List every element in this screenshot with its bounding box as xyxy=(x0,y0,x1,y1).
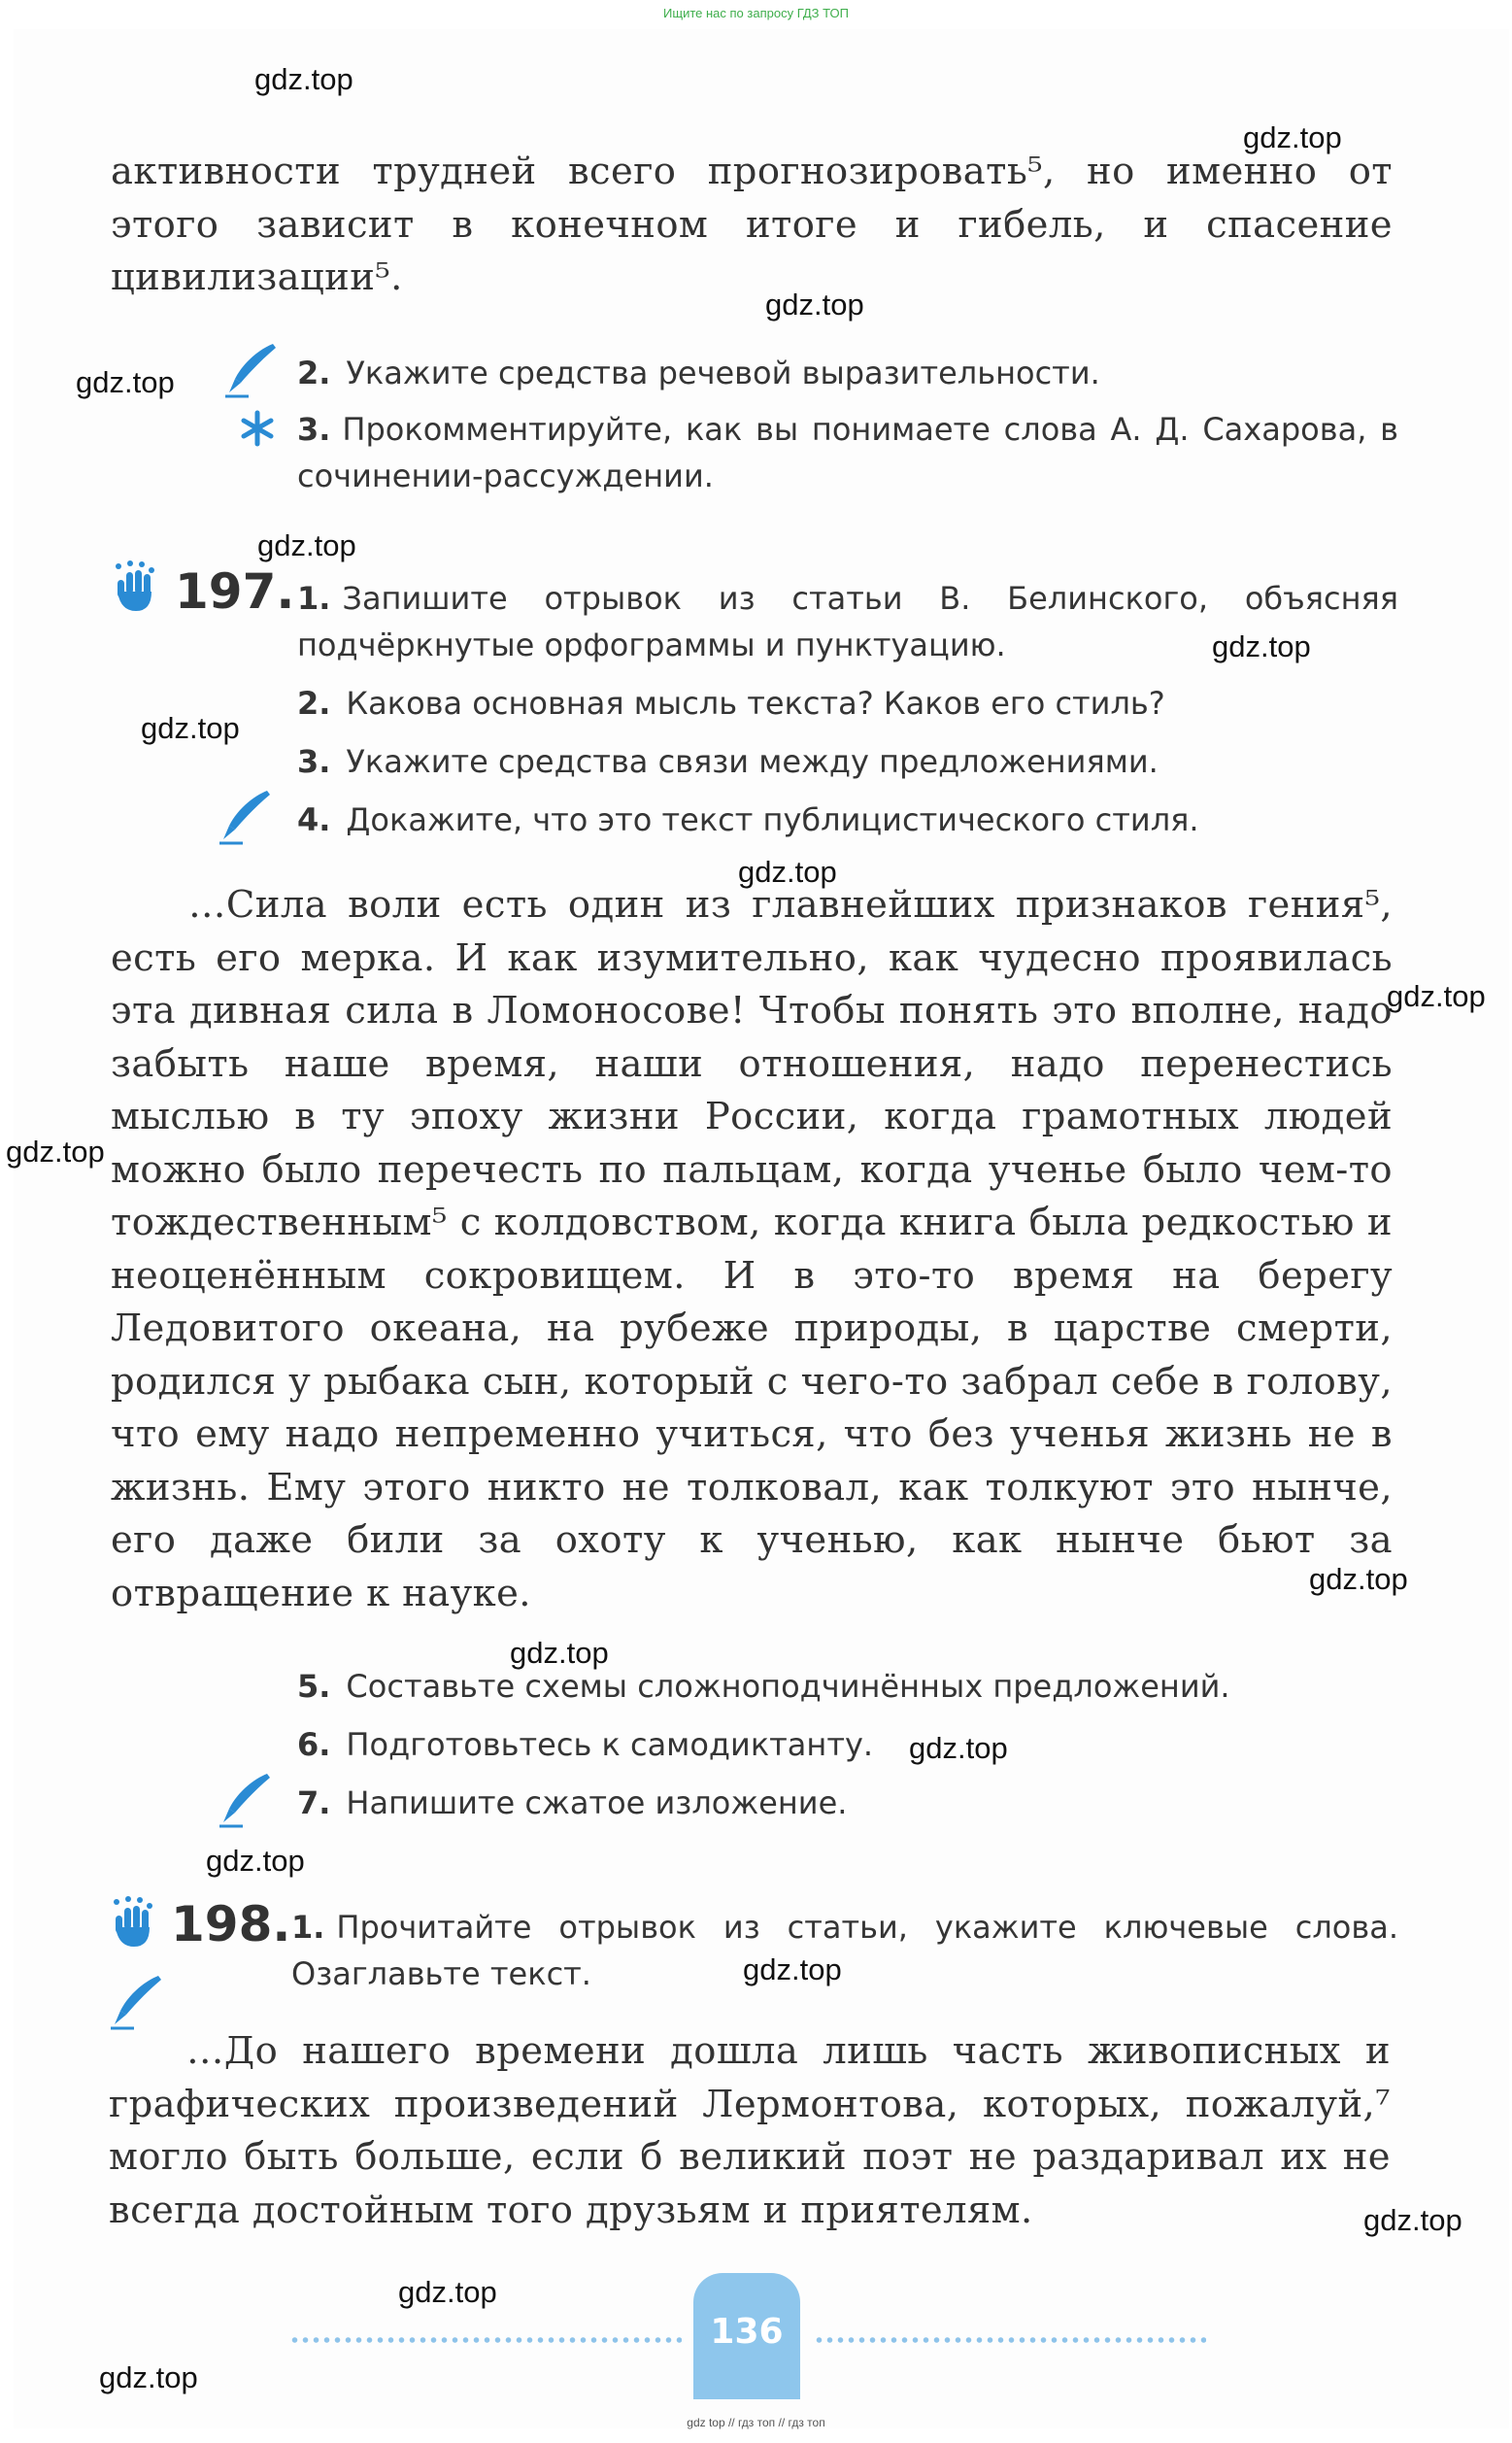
hand-icon xyxy=(105,1894,161,1951)
task-text: Составьте схемы сложноподчинённых предложений. xyxy=(346,1668,1230,1705)
task-text: Напишите сжатое изложение. xyxy=(346,1784,848,1821)
passage-text: …До нашего времени дошла лишь часть живописных и графических произведений Лермонтова, которых, пожалуй,⁷ могло быть больше, если б великий поэт не раздаривал их не всегда достойным того друзьям и приятелям. xyxy=(109,2029,1391,2232)
watermark: gdz.top xyxy=(141,711,240,745)
page-number: 136 xyxy=(710,2312,784,2352)
intro-text: активности трудней всего прогнозировать⁵, но именно от этого зависит в конечном итоге и гибель, и спасение цивилизации⁵. xyxy=(111,150,1393,299)
task-2 xyxy=(297,350,1100,396)
task-text: Укажите средства связи между предложениями. xyxy=(346,743,1159,780)
task-number: 7. xyxy=(297,1784,331,1821)
intro-paragraph xyxy=(111,146,1393,305)
exercise-number-197: 197. xyxy=(175,563,295,620)
task-text: Докажите, что это текст публицистического стиля. xyxy=(346,801,1199,838)
watermark: gdz.top xyxy=(1243,120,1342,154)
ex198-passage xyxy=(109,2025,1391,2237)
task-number: 2. xyxy=(297,355,331,391)
hand-icon xyxy=(107,559,163,615)
task-number: 6. xyxy=(297,1726,331,1763)
watermark: gdz.top xyxy=(510,1636,609,1670)
task-text: Подготовьтесь к самодиктанту. xyxy=(346,1726,874,1763)
pen-icon xyxy=(219,340,280,400)
exercise-number-198: 198. xyxy=(171,1896,291,1952)
watermark: gdz.top xyxy=(99,2360,198,2394)
footer-dots-left xyxy=(289,2336,682,2344)
ex198-task-1 xyxy=(291,1904,1398,1997)
task-text: Укажите средства речевой выразительности. xyxy=(346,355,1100,391)
task-number: 2. xyxy=(297,685,331,722)
asterisk-icon xyxy=(239,410,276,447)
ex197-task-2 xyxy=(297,680,1165,727)
task-number: 1. xyxy=(297,580,331,617)
watermark: gdz.top xyxy=(76,365,175,399)
watermark: gdz.top xyxy=(6,1135,105,1169)
ex197-task-3 xyxy=(297,738,1159,785)
watermark: gdz.top xyxy=(738,855,837,889)
task-text: Прочитайте отрывок из статьи, укажите ключевые слова. Озаглавьте текст. xyxy=(291,1909,1398,1992)
watermark: gdz.top xyxy=(1387,979,1486,1013)
watermark: gdz.top xyxy=(398,2275,497,2309)
pen-icon xyxy=(105,1972,165,2032)
header-note: Ищите нас по запросу ГДЗ ТОП xyxy=(663,6,849,20)
task-number: 4. xyxy=(297,801,331,838)
ex197-task-6 xyxy=(297,1721,873,1768)
passage-text: …Сила воли есть один из главнейших признаков гения⁵, есть его мерка. И как изумительно, как чудесно проявилась эта дивная сила в Ломоносове! Чтобы понять это вполне, надо забыть наше время, наши отношения, надо перенестись мыслью в ту эпоху жизни России, когда грамотных людей можно было перечесть по пальцам, когда ученье было чем-то тождественным⁵ с колдовством, когда книга была редкостью и неоценённым сокровищем. И в это-то время на берегу Ледовитого океана, на рубеже природы, в царстве смерти, родился у рыбака сын, который с чего-то забрал себе в голову, что ему надо непременно учиться, что без ученья жизнь не в жизнь. Ему этого никто не толковал, как толкуют это нынче, его даже били за охоту к ученью, как нынче бьют за отвращение к науке. xyxy=(111,883,1393,1615)
watermark: gdz.top xyxy=(257,528,356,562)
task-number: 3. xyxy=(297,411,331,448)
ex197-task-5 xyxy=(297,1663,1230,1710)
ex197-task-4 xyxy=(297,797,1199,843)
watermark: gdz.top xyxy=(206,1844,305,1878)
task-text: Запишите отрывок из статьи В. Белинского, объясняя подчёркнутые орфограммы и пунктуацию. xyxy=(297,580,1398,663)
task-text: Прокомментируйте, как вы понимаете слова А. Д. Сахарова, в сочинении-рассуждении. xyxy=(297,411,1398,494)
watermark: gdz.top xyxy=(1309,1562,1408,1596)
ex197-task-7 xyxy=(297,1780,847,1826)
watermark: gdz.top xyxy=(743,1952,842,1986)
pen-icon xyxy=(214,787,274,847)
task-number: 3. xyxy=(297,743,331,780)
watermark: gdz.top xyxy=(909,1731,1008,1765)
watermark: gdz.top xyxy=(1212,629,1311,663)
ex197-passage xyxy=(111,879,1393,1620)
footer-note: gdz top // гдз топ // гдз топ xyxy=(687,2416,825,2429)
pen-icon xyxy=(214,1770,274,1830)
task-number: 1. xyxy=(291,1909,325,1946)
watermark: gdz.top xyxy=(1363,2203,1462,2237)
task-text: Какова основная мысль текста? Каков его стиль? xyxy=(346,685,1165,722)
watermark: gdz.top xyxy=(765,288,864,322)
task-3 xyxy=(297,406,1398,499)
footer-dots-right xyxy=(814,2336,1206,2344)
watermark: gdz.top xyxy=(254,62,353,96)
task-number: 5. xyxy=(297,1668,331,1705)
